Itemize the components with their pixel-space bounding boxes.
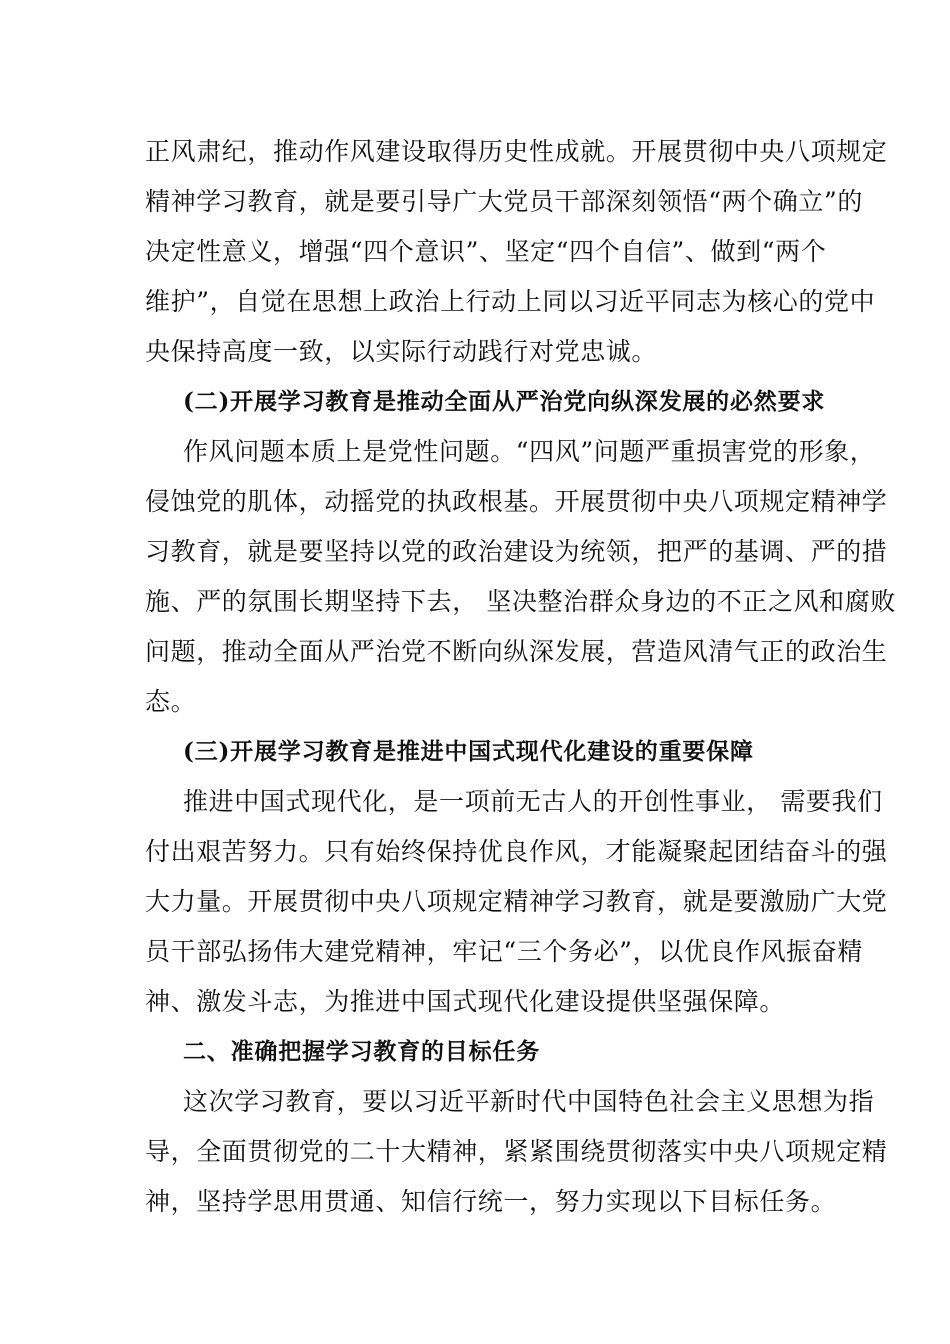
paragraph-line: 央保持高度一致，以实际行动践行对党忠诚。 xyxy=(145,337,658,366)
paragraph-line: 推进中国式现代化，是一项前无古人的开创性事业， 需要我们 xyxy=(183,787,883,816)
paragraph-line: 作风问题本质上是党性问题。“四风”问题严重损害党的形象， xyxy=(183,437,876,466)
paragraph-line: 侵蚀党的肌体，动摇党的执政根基。开展贯彻中央八项规定精神学 xyxy=(145,487,888,516)
paragraph-line: 神、激发斗志，为推进中国式现代化建设提供坚强保障。 xyxy=(145,987,786,1016)
paragraph-line: 神，坚持学思用贯通、知信行统一，努力实现以下目标任务。 xyxy=(145,1187,837,1216)
paragraph-line: 付出艰苦努力。只有始终保持优良作风，才能凝聚起团结奋斗的强 xyxy=(145,837,888,866)
section-heading-two: 二、准确把握学习教育的目标任务 xyxy=(183,1038,540,1065)
paragraph-line: 施、严的氛围长期坚持下去， 坚决整治群众身边的不正之风和腐败 xyxy=(145,587,896,616)
paragraph-line: 维护”，自觉在思想上政治上行动上同以习近平同志为核心的党中 xyxy=(145,287,876,316)
paragraph-line: 决定性意义，增强“四个意识”、坚定“四个自信”、做到“两个 xyxy=(145,237,827,266)
section-heading-2: (二)开展学习教育是推动全面从严治党向纵深发展的必然要求 xyxy=(183,388,826,415)
paragraph-line: 导，全面贯彻党的二十大精神，紧紧围绕贯彻落实中央八项规定精 xyxy=(145,1137,888,1166)
paragraph-line: 态。 xyxy=(145,687,197,716)
paragraph-line: 正风肃纪，推动作风建设取得历史性成就。开展贯彻中央八项规定 xyxy=(145,137,888,166)
section-heading-3: (三)开展学习教育是推进中国式现代化建设的重要保障 xyxy=(183,738,754,765)
paragraph-line: 员干部弘扬伟大建党精神，牢记“三个务必”，以优良作风振奋精 xyxy=(145,937,863,966)
paragraph-line: 习教育，就是要坚持以党的政治建设为统领，把严的基调、严的措 xyxy=(145,537,888,566)
paragraph-line: 精神学习教育，就是要引导广大党员干部深刻领悟“两个确立”的 xyxy=(145,187,863,216)
paragraph-line: 这次学习教育，要以习近平新时代中国特色社会主义思想为指 xyxy=(183,1087,875,1116)
paragraph-line: 大力量。开展贯彻中央八项规定精神学习教育，就是要激励广大党 xyxy=(145,887,888,916)
paragraph-line: 问题，推动全面从严治党不断向纵深发展，营造风清气正的政治生 xyxy=(145,637,888,666)
